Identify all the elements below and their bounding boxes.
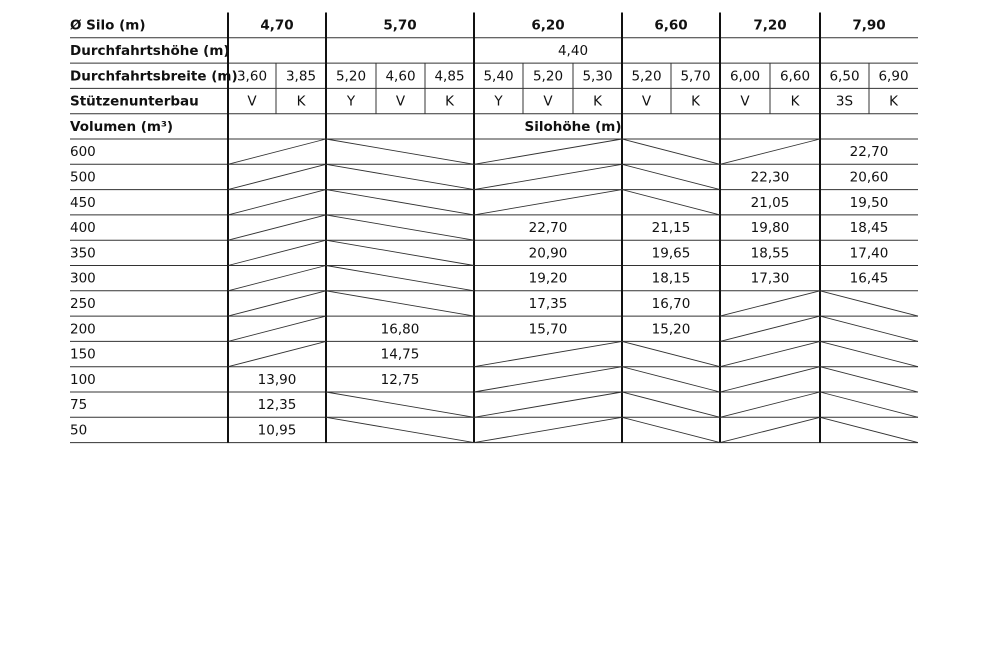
silo-height-value: 17,40 [849,245,889,262]
silo-height-value: 10,95 [257,422,297,439]
clearance-width-value: 5,70 [680,68,711,85]
silo-height-value: 19,80 [750,220,790,237]
not-available-hatch [622,417,720,442]
silo-height-value: 19,50 [849,194,889,211]
silo-height-value: 16,80 [380,321,420,338]
silo-height-value: 22,70 [849,144,889,161]
not-available-hatch [622,164,720,189]
diameter-header: 4,70 [260,17,294,34]
silo-height-value: 12,75 [380,371,420,388]
not-available-hatch [820,316,918,341]
clearance-height-value: 4,40 [557,42,589,59]
support-base-value: V [543,93,553,110]
not-available-hatch [326,417,474,442]
support-base-value: 3S [835,93,854,110]
not-available-hatch [720,139,820,164]
clearance-width-value: 4,60 [385,68,416,85]
not-available-hatch [474,417,622,442]
not-available-hatch [228,240,326,265]
silo-height-value: 22,30 [750,169,790,186]
not-available-hatch [228,316,326,341]
not-available-hatch [720,367,820,392]
support-base-value: V [247,93,257,110]
clearance-width-value: 4,85 [434,68,465,85]
silo-height-value: 20,90 [528,245,568,262]
volume-value: 250 [70,295,96,312]
clearance-width-value: 3,85 [285,68,317,85]
support-base-label: Stützenunterbau [70,93,199,110]
clearance-width-value: 5,20 [631,68,662,85]
not-available-hatch [720,417,820,442]
not-available-hatch [820,341,918,366]
clearance-width-value: 6,90 [878,68,909,85]
clearance-width-value: 6,50 [829,68,860,85]
not-available-hatch [326,215,474,240]
not-available-hatch [228,164,326,189]
diameter-header: 7,90 [852,17,886,34]
not-available-hatch [326,190,474,215]
not-available-hatch [720,316,820,341]
not-available-hatch [228,266,326,291]
silo-height-value: 19,65 [651,245,691,262]
silo-height-value: 22,70 [528,220,568,237]
clearance-width-value: 5,20 [335,68,367,85]
not-available-hatch [820,291,918,316]
clearance-height-label: Durchfahrtshöhe (m) [70,42,230,59]
silo-height-value: 18,45 [849,220,889,237]
silo-height-value: 16,45 [849,270,889,287]
support-base-value: K [790,93,800,110]
not-available-hatch [820,367,918,392]
not-available-hatch [228,190,326,215]
support-base-value: K [445,93,454,110]
silo-height-value: 16,70 [651,295,691,312]
silo-height-value: 18,55 [750,245,790,262]
not-available-hatch [326,139,474,164]
volume-value: 600 [70,144,96,161]
silo-height-value: 15,20 [651,321,691,338]
support-base-value: V [395,93,406,110]
diameter-header: 6,20 [531,17,565,34]
silo-height-value: 17,30 [750,270,790,287]
not-available-hatch [326,291,474,316]
support-base-value: K [593,93,602,110]
volume-value: 350 [70,245,96,262]
not-available-hatch [720,341,820,366]
not-available-hatch [228,341,326,366]
clearance-width-value: 6,60 [779,68,811,85]
clearance-width-value: 6,00 [729,68,761,85]
not-available-hatch [474,190,622,215]
clearance-width-value: 3,60 [236,68,268,85]
not-available-hatch [474,139,622,164]
support-base-value: V [740,93,750,110]
volume-header-label: Volumen (m³) [70,118,174,135]
not-available-hatch [228,215,326,240]
not-available-hatch [820,417,918,442]
volume-value: 200 [70,321,96,338]
clearance-width-label: Durchfahrtsbreite (m) [70,68,238,85]
not-available-hatch [622,367,720,392]
volume-value: 400 [70,220,96,237]
silo-height-value: 15,70 [528,321,568,338]
not-available-hatch [720,291,820,316]
diameter-header: 6,60 [654,17,688,34]
not-available-hatch [474,164,622,189]
volume-value: 450 [70,194,96,211]
silo-height-value: 12,35 [257,397,297,414]
volume-value: 500 [70,169,96,186]
silo-height-value: 21,15 [651,220,691,237]
volume-value: 75 [70,397,88,414]
volume-value: 150 [70,346,96,363]
silo-height-value: 19,20 [528,270,568,287]
clearance-width-value: 5,20 [532,68,564,85]
silo-height-label: Silohöhe (m) [524,118,622,135]
silo-height-value: 17,35 [528,295,568,312]
not-available-hatch [622,190,720,215]
silo-diameter-label: Ø Silo (m) [70,17,146,34]
support-base-value: K [296,93,306,110]
support-base-value: K [691,93,700,110]
diameter-header: 5,70 [383,17,417,34]
support-base-value: K [889,93,898,110]
not-available-hatch [474,392,622,417]
not-available-hatch [474,341,622,366]
not-available-hatch [622,392,720,417]
clearance-width-value: 5,30 [582,68,613,85]
not-available-hatch [228,139,326,164]
silo-height-value: 14,75 [380,346,420,363]
not-available-hatch [326,240,474,265]
not-available-hatch [820,392,918,417]
not-available-hatch [326,266,474,291]
diameter-header: 7,20 [753,17,787,34]
not-available-hatch [228,291,326,316]
clearance-width-value: 5,40 [483,68,514,85]
volume-value: 100 [70,371,96,388]
silo-height-value: 18,15 [651,270,691,287]
not-available-hatch [622,139,720,164]
not-available-hatch [622,341,720,366]
silo-height-value: 20,60 [849,169,889,186]
silo-height-value: 21,05 [750,194,790,211]
not-available-hatch [720,392,820,417]
support-base-value: Y [494,93,503,110]
not-available-hatch [474,367,622,392]
volume-value: 50 [70,422,88,439]
support-base-value: Y [346,93,356,110]
not-available-hatch [326,392,474,417]
volume-value: 300 [70,270,96,287]
silo-height-value: 13,90 [257,371,297,388]
not-available-hatch [326,164,474,189]
support-base-value: V [641,93,652,110]
